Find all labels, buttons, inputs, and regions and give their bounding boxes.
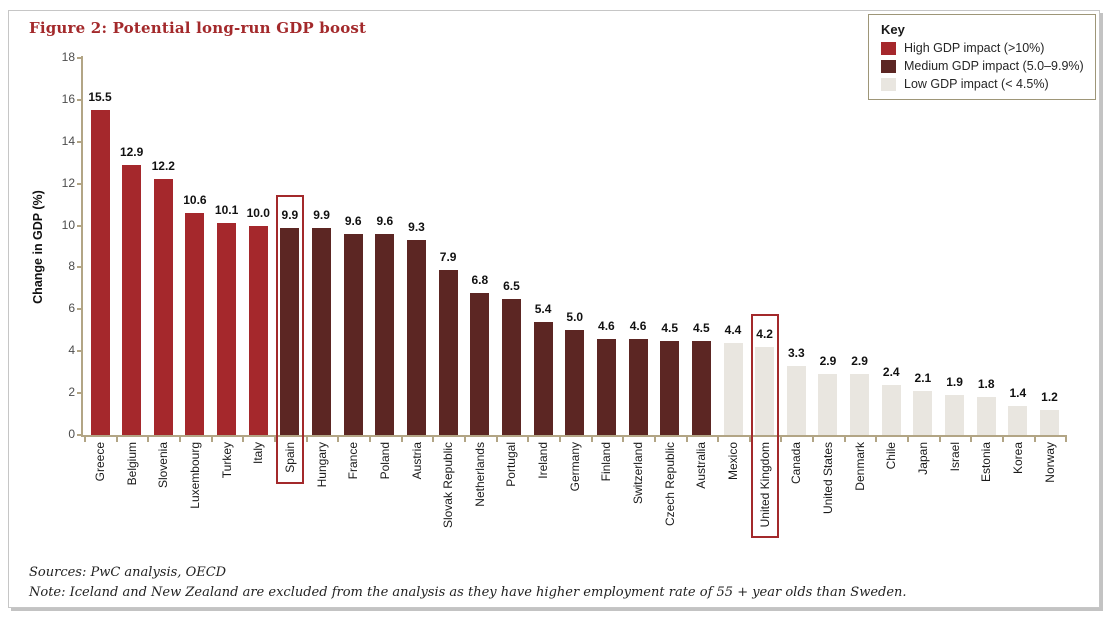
x-axis-tick (1002, 437, 1004, 442)
y-axis-tick (77, 266, 83, 268)
x-label-germany: Germany (567, 442, 582, 492)
x-axis-tick (717, 437, 719, 442)
y-tick-label: 14 (61, 133, 75, 148)
bar-czech-republic (660, 341, 679, 435)
bar-value-france: 9.6 (344, 213, 362, 228)
bar-value-israel: 1.9 (946, 375, 963, 390)
x-label-switzerland: Switzerland (631, 442, 646, 505)
x-axis-tick (527, 437, 529, 442)
sources-note: Sources: PwC analysis, OECD (29, 565, 227, 580)
x-label-turkey: Turkey (219, 442, 234, 479)
bar-greece (91, 110, 110, 435)
y-axis-tick (77, 225, 83, 227)
bar-slovenia (154, 179, 173, 435)
x-axis-tick (875, 437, 877, 442)
legend-label-high: High GDP impact (>10%) (904, 41, 1045, 55)
x-label-spain: Spain (282, 442, 297, 473)
bar-netherlands (470, 293, 489, 435)
bar-value-norway: 1.2 (1041, 389, 1058, 404)
bar-value-denmark: 2.9 (851, 354, 868, 369)
bar-slovak-republic (439, 270, 458, 435)
y-tick-label: 16 (61, 91, 75, 106)
bar-value-hungary: 9.9 (313, 207, 330, 222)
bar-value-korea: 1.4 (1009, 385, 1027, 400)
bar-value-germany: 5.0 (566, 310, 584, 325)
bar-australia (692, 341, 711, 435)
x-axis-tick (844, 437, 846, 442)
bar-value-portugal: 6.5 (503, 278, 520, 293)
bar-switzerland (629, 339, 648, 435)
x-label-hungary: Hungary (314, 442, 329, 488)
bar-hungary (312, 228, 331, 435)
x-axis-tick (970, 437, 972, 442)
x-axis-line (81, 435, 1067, 437)
exclusion-note: Note: Iceland and New Zealand are excluded from the analysis as they have higher employment rate of 55 + year olds than Sweden. (29, 585, 907, 600)
bar-belgium (122, 165, 141, 435)
x-axis-tick (907, 437, 909, 442)
x-label-ireland: Ireland (536, 442, 551, 479)
x-label-australia: Australia (694, 442, 709, 489)
x-label-luxembourg: Luxembourg (187, 442, 202, 509)
bar-value-ireland: 5.4 (534, 301, 552, 316)
x-label-poland: Poland (377, 442, 392, 480)
x-label-slovak-republic: Slovak Republic (441, 442, 456, 529)
x-label-mexico: Mexico (726, 442, 740, 481)
bar-denmark (850, 374, 869, 435)
x-axis-tick (337, 437, 339, 442)
x-label-italy: Italy (251, 442, 266, 465)
y-tick-label: 12 (61, 175, 75, 190)
x-axis-tick (306, 437, 308, 442)
bar-value-australia: 4.5 (693, 320, 710, 335)
bar-israel (945, 395, 964, 435)
bar-canada (787, 366, 806, 435)
bar-value-united-kingdom: 4.2 (756, 327, 773, 342)
legend-title: Key (881, 22, 905, 37)
bar-value-mexico: 4.4 (724, 322, 742, 337)
bar-value-turkey: 10.1 (214, 203, 239, 218)
y-axis-line (81, 56, 83, 437)
x-axis-tick (622, 437, 624, 442)
y-tick-label: 0 (68, 427, 75, 441)
x-label-canada: Canada (789, 442, 804, 485)
x-label-japan: Japan (915, 442, 930, 475)
x-label-czech-republic: Czech Republic (662, 442, 677, 527)
y-tick-label: 4 (68, 343, 75, 358)
x-axis-tick (116, 437, 118, 442)
x-label-portugal: Portugal (504, 442, 519, 487)
bar-luxembourg (185, 213, 204, 435)
bar-france (344, 234, 363, 435)
bar-value-greece: 15.5 (88, 90, 112, 105)
bar-value-netherlands: 6.8 (471, 272, 489, 287)
bar-value-austria: 9.3 (408, 220, 425, 235)
x-axis-tick (686, 437, 688, 442)
x-axis-tick (432, 437, 434, 442)
bar-norway (1040, 410, 1059, 435)
highlight-box-spain (276, 195, 304, 484)
bar-united-states (818, 374, 837, 435)
bar-value-belgium: 12.9 (119, 144, 144, 159)
x-label-austria: Austria (409, 442, 424, 480)
bar-value-switzerland: 4.6 (629, 318, 647, 333)
y-axis-tick (77, 434, 83, 436)
figure-title: Figure 2: Potential long-run GDP boost (29, 19, 367, 37)
bar-chart-plot (9, 11, 1099, 607)
x-axis-tick (147, 437, 149, 442)
x-axis-tick (211, 437, 213, 442)
bar-value-luxembourg: 10.6 (183, 192, 207, 207)
bar-finland (597, 339, 616, 435)
bar-germany (565, 330, 584, 435)
bar-mexico (724, 343, 743, 435)
y-axis-tick (77, 57, 83, 59)
y-axis-tick (77, 183, 83, 185)
x-axis-tick (654, 437, 656, 442)
bar-value-estonia: 1.8 (977, 377, 995, 392)
x-axis-tick (496, 437, 498, 442)
x-label-slovenia: Slovenia (156, 442, 171, 489)
bar-value-chile: 2.4 (882, 364, 900, 379)
x-axis-tick (179, 437, 181, 442)
x-axis-tick (464, 437, 466, 442)
y-axis-tick (77, 392, 83, 394)
bar-portugal (502, 299, 521, 435)
y-tick-label: 18 (61, 50, 75, 64)
bar-poland (375, 234, 394, 435)
bar-value-italy: 10.0 (246, 205, 270, 220)
bar-korea (1008, 406, 1027, 435)
x-label-france: France (346, 442, 361, 480)
x-label-korea: Korea (1010, 442, 1025, 475)
x-label-chile: Chile (884, 442, 899, 470)
bar-chile (882, 385, 901, 435)
x-axis-tick (812, 437, 814, 442)
bar-italy (249, 226, 268, 435)
x-label-norway: Norway (1042, 442, 1057, 483)
x-label-netherlands: Netherlands (472, 442, 487, 507)
x-label-denmark: Denmark (852, 442, 867, 491)
y-tick-label: 6 (68, 301, 75, 316)
legend-label-medium: Medium GDP impact (5.0–9.9%) (904, 59, 1084, 73)
bar-value-finland: 4.6 (598, 318, 615, 333)
x-axis-tick (84, 437, 86, 442)
x-label-finland: Finland (599, 442, 614, 482)
bar-value-poland: 9.6 (376, 213, 394, 228)
y-axis-tick (77, 308, 83, 310)
x-label-israel: Israel (947, 442, 962, 472)
x-axis-tick (1065, 437, 1067, 442)
x-axis-tick (242, 437, 244, 442)
x-axis-tick (1034, 437, 1036, 442)
bar-value-slovenia: 12.2 (151, 159, 175, 174)
y-axis-tick (77, 141, 83, 143)
x-label-belgium: Belgium (124, 442, 139, 486)
y-tick-label: 10 (61, 217, 75, 232)
bar-value-japan: 2.1 (914, 371, 932, 386)
y-axis-title: Change in GDP (%) (31, 190, 45, 304)
x-label-united-states: United States (820, 442, 835, 515)
bar-value-czech-republic: 4.5 (661, 320, 679, 335)
x-axis-tick (369, 437, 371, 442)
bar-estonia (977, 397, 996, 435)
bar-value-spain: 9.9 (281, 207, 299, 222)
x-axis-tick (780, 437, 782, 442)
bar-japan (913, 391, 932, 435)
x-axis-tick (591, 437, 593, 442)
x-axis-tick (401, 437, 403, 442)
x-axis-tick (559, 437, 561, 442)
legend-label-low: Low GDP impact (< 4.5%) (904, 77, 1049, 91)
x-label-estonia: Estonia (979, 442, 994, 483)
x-label-greece: Greece (93, 442, 107, 482)
x-axis-tick (939, 437, 941, 442)
y-tick-label: 8 (68, 259, 75, 274)
bar-value-canada: 3.3 (787, 345, 805, 360)
x-label-united-kingdom: United Kingdom (757, 442, 772, 528)
bar-value-united-states: 2.9 (819, 354, 837, 369)
bar-turkey (217, 223, 236, 435)
bar-value-slovak-republic: 7.9 (439, 249, 457, 264)
figure-card (8, 10, 1100, 608)
y-axis-tick (77, 350, 83, 352)
y-tick-label: 2 (68, 385, 75, 400)
bar-ireland (534, 322, 553, 435)
bar-austria (407, 240, 426, 435)
